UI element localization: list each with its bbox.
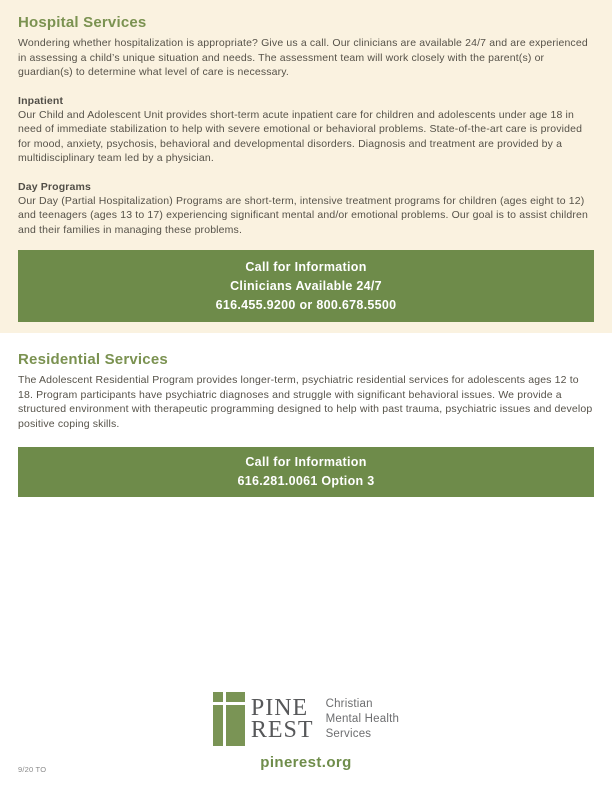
logo-pane-bottom-left (213, 705, 223, 746)
inpatient-body: Our Child and Adolescent Unit provides short-term acute inpatient care for children and adolescents under age 18 in need of immediate stabilization to help with severe emotional or behavioral problems. State-of-the-art care is provided for mood, anxiety, psychosis, behavioral and developmental disorders. Diagnosis and treatment are provided by a multidisciplinary team led by a physician. (18, 108, 583, 164)
website-url: pinerest.org (260, 754, 352, 771)
inpatient-subtitle: Inpatient (18, 94, 64, 107)
logo-pane-top-right (226, 692, 245, 702)
day-programs-body: Our Day (Partial Hospitalization) Programs are short-term, intensive treatment programs for children (ages eight to 12) and teenagers (ages 13 to 17) experiencing significant mental and/or emotional problems. Our goal is to assist children and their families in managing these problems. (18, 194, 588, 236)
logo-wordmark (251, 697, 314, 741)
day-programs-subtitle: Day Programs (18, 180, 91, 193)
hospital-services-intro: Wondering whether hospitalization is appropriate? Give us a call. Our clinicians are available 24/7 and are experienced in assessing a child’s unique situation and needs. The assessment team will work closely with the parent(s) or guardian(s) to determine what level of care is necessary. (18, 37, 588, 78)
hospital-banner-phone: 616.455.9200 or 800.678.5500 (215, 297, 397, 312)
tagline-line-1: Christian (325, 697, 373, 710)
residential-services-section (18, 351, 594, 431)
pine-rest-logo (0, 692, 612, 746)
hospital-services-section (18, 14, 594, 237)
form-code: 9/20 TO (18, 765, 47, 774)
logo-word-rest: REST (250, 717, 314, 743)
hospital-call-banner (18, 250, 594, 322)
window-pane-logo-icon (213, 692, 245, 746)
residential-banner-phone: 616.281.0061 Option 3 (237, 474, 375, 488)
residential-call-banner (18, 447, 594, 497)
tagline-line-3: Services (325, 727, 372, 740)
hospital-banner-line-2: Clinicians Available 24/7 (230, 278, 382, 293)
residential-banner-line-1: Call for Information (245, 455, 367, 469)
residential-services-title: Residential Services (18, 351, 168, 368)
hospital-banner-line-1: Call for Information (245, 259, 367, 274)
hospital-services-title: Hospital Services (18, 14, 147, 31)
logo-pane-top-left (213, 692, 223, 702)
logo-word-pine: PINE (250, 695, 309, 721)
residential-services-body: The Adolescent Residential Program provides longer-term, psychiatric residential services for adolescents ages 12 to 18. Program participants have psychiatric diagnoses and struggle with significant behavioral issues. We provide a structured environment with therapeutic programming designed to help with past trauma, psychiatric issues and develop positive coping skills. (18, 374, 593, 430)
logo-pane-bottom-right (226, 705, 245, 746)
tagline-line-2: Mental Health (325, 712, 400, 725)
logo-tagline (326, 697, 400, 742)
